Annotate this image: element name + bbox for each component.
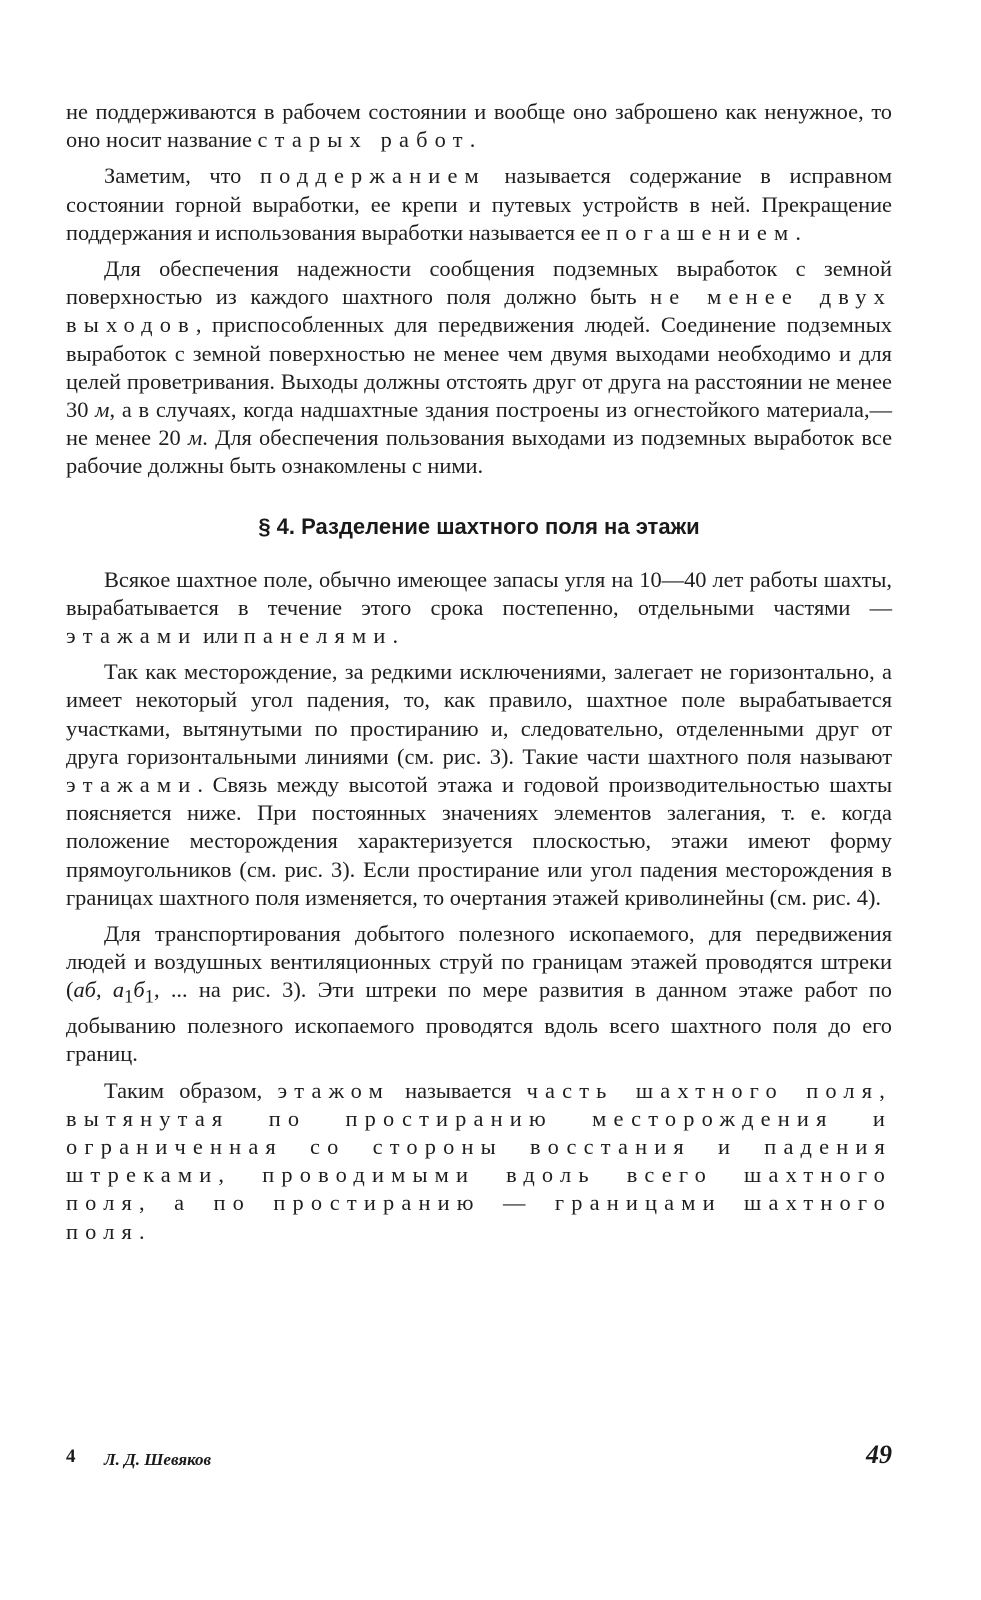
paragraph-drifts <box>66 920 892 1068</box>
figure-label: а <box>112 977 125 1003</box>
paragraph-definition <box>66 1077 892 1246</box>
text-run: Так как месторождение, за редкими исключениями, залегает не горизонтально, а имеет некоторый угол падения, то, как правило, шахтное поле вырабатывается участками, вытянутыми по простиранию и, следовательно, отделенными друг от друга горизонтальными линиями (см. рис. 3). Такие части шахтного поля называют <box>66 659 892 769</box>
page-footer <box>66 1440 892 1480</box>
figure-label: б <box>133 977 145 1003</box>
spaced-term: панелями <box>243 623 393 649</box>
text-run: . Для обеспечения пользования выходами из подземных выработок все рабочие должны быть ознакомлены с ними. <box>66 425 893 479</box>
spaced-term: погашением <box>606 219 796 245</box>
paragraph-old-workings <box>66 98 892 154</box>
paragraph-exits <box>66 255 892 481</box>
spaced-term: этажом <box>277 1077 390 1103</box>
text-run: Для обеспечения надежности сообщения подземных выработок с земной поверхностью из каждого шахтного поля должно быть <box>66 256 892 310</box>
text-run: , а в случаях, когда надшахтные здания построены из огнестойкого материала,— не менее 20 <box>66 397 892 451</box>
text-run: . <box>795 219 801 245</box>
text-run: , ... на рис. 3). Эти штреки по мере развития в данном этаже работ по добыванию полезного ископаемого проводятся вдоль всего шахтного поля до его границ. <box>66 977 892 1067</box>
signature-mark: 4 <box>66 1446 76 1467</box>
text-run: . <box>392 623 399 649</box>
paragraph-maintenance <box>66 162 892 247</box>
spaced-term: старых работ <box>257 127 470 153</box>
figure-label: аб <box>73 977 96 1003</box>
text-run: , приспособленных для передвижения людей. Соединение подземных выработок с земной поверхностью не менее чем двумя выходами необходимо и для целей проветривания. Выходы должны отстоять друг от друга на расстоянии не менее 30 <box>66 312 892 423</box>
text-run: , <box>95 977 113 1003</box>
unit-italic: м <box>187 425 203 451</box>
page-number: 49 <box>866 1440 892 1469</box>
page-body <box>66 98 892 1254</box>
text-run: . <box>469 127 476 153</box>
text-run: называется содержание в исправном состоянии горной выработки, ее крепи и путевых устройств в ней. Прекращение поддержания и использования выработки называется ее <box>66 163 892 245</box>
figure-label-subscript: 1 <box>144 986 154 1008</box>
text-run: называется <box>389 1077 527 1103</box>
text-run: или <box>197 623 244 649</box>
text-run: Для транспортирования добытого полезного ископаемого, для передвижения людей и воздушных вентиляционных струй по границам этажей проводятся штреки ( <box>66 921 892 1003</box>
text-run: . <box>139 1218 145 1244</box>
unit-italic: м <box>95 397 110 423</box>
section-heading: § 4. Разделение шахтного поля на этажи <box>258 513 700 539</box>
text-run: Всякое шахтное поле, обычно имеющее запасы угля на 10—40 лет работы шахты, вырабатывается в течение этого срока постепенно, отдельными частями — <box>66 566 892 620</box>
paragraph-field-parts <box>66 566 892 651</box>
paragraph-levels <box>66 658 892 912</box>
spaced-term: поддержанием <box>259 163 486 189</box>
text-run: Заметим, что <box>104 163 260 189</box>
figure-label-subscript: 1 <box>124 986 134 1008</box>
spaced-term: не менее двух выходов <box>66 284 892 338</box>
spaced-term: этажами <box>66 623 198 649</box>
spaced-definition: часть шахтного поля, вытянутая по простиранию месторождения и ограниченная со стороны восстания и падения штреками, проводимыми вдоль всего шахтного поля, а по простиранию — границами шахтного поля <box>66 1077 892 1244</box>
text-run: . Связь между высотой этажа и годовой производительностью шахты поясняется ниже. При постоянных значениях элементов залегания, т. е. когда положение месторождения характеризуется плоскостью, этажи имеют форму прямоугольников (см. рис. 3). Если простирание или угол падения месторождения в границах шахтного поля изменяется, то очертания этажей криволинейны (см. рис. 4). <box>66 772 892 910</box>
text-run: Таким образом, <box>104 1077 278 1103</box>
text-run: не поддерживаются в рабочем состоянии и вообще оно заброшено как ненужное, то оно носит название <box>66 99 892 153</box>
footer-author: Л. Д. Шевяков <box>104 1450 212 1469</box>
spaced-term: этажами <box>66 772 198 798</box>
